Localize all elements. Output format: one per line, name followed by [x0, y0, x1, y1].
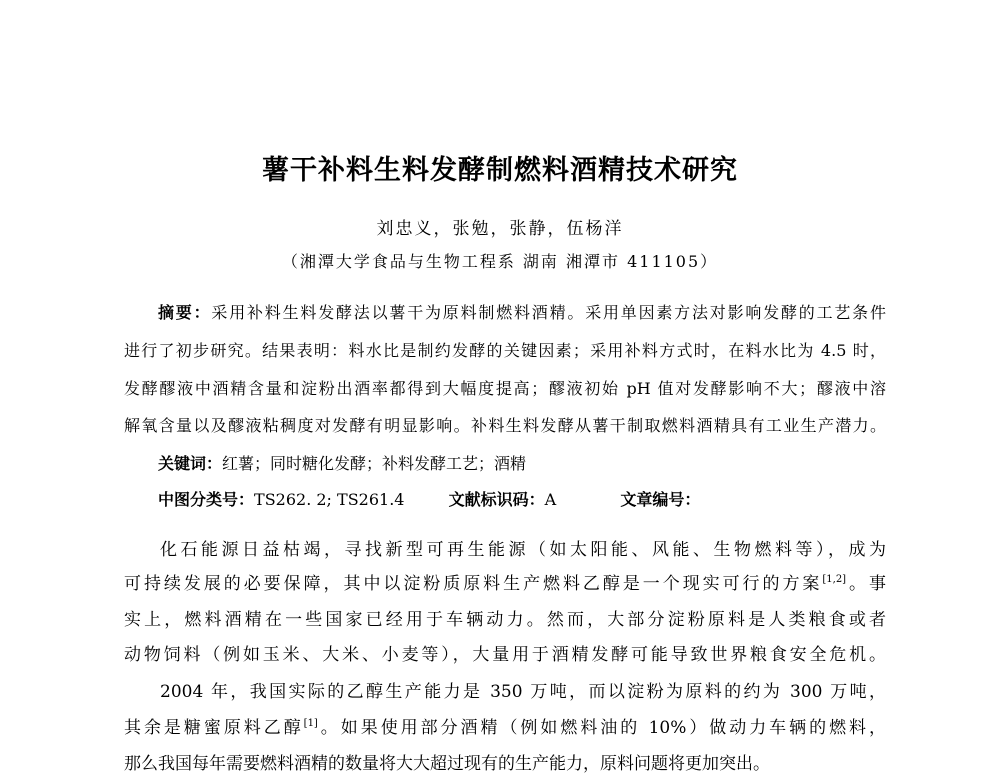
abstract-line-3: 发酵醪液中酒精含量和淀粉出酒率都得到大幅度提高；醪液初始 pH 值对发酵影响不大；醪液中溶: [124, 379, 886, 398]
body-paragraph-1-line-2: 可持续发展的必要保障，其中以淀粉质原料生产燃料乙醇是一个现实可行的方案[1,2]。事: [124, 574, 887, 594]
abstract-line-2: 进行了初步研究。结果表明：料水比是制约发酵的关键因素；采用补料方式时，在料水比为 4.5 时，: [124, 341, 886, 360]
author-list: 刘忠义，张勉，张静，伍杨洋: [376, 219, 624, 239]
keywords-line: [158, 453, 526, 475]
citation-ref: [1,2]: [822, 574, 847, 585]
classification-line: [158, 489, 700, 511]
abstract-label: 摘要：: [158, 303, 212, 322]
citation-ref: [1]: [303, 718, 318, 729]
body-paragraph-1-line-1: 化石能源日益枯竭，寻找新型可再生能源（如太阳能、风能、生物燃料等），成为: [160, 540, 886, 560]
body-paragraph-1-line-4: 动物饲料（例如玉米、大米、小麦等），大量用于酒精发酵可能导致世界粮食安全危机。: [124, 645, 886, 665]
body-paragraph-1-line-3: 实上，燃料酒精在一些国家已经用于车辆动力。然而，大部分淀粉原料是人类粮食或者: [124, 610, 886, 630]
doc-code-label: 文献标识码：: [448, 490, 545, 509]
body-paragraph-2-line-1: 2004 年，我国实际的乙醇生产能力是 350 万吨，而以淀粉为原料的约为 300 万吨，: [160, 682, 886, 702]
abstract-line-1: 摘要：采用补料生料发酵法以薯干为原料制燃料酒精。采用单因素方法对影响发酵的工艺条件: [158, 303, 886, 322]
affiliation: （湘潭大学食品与生物工程系 湖南 湘潭市 411105）: [281, 252, 719, 271]
abstract-line-4: 解氧含量以及醪液粘稠度对发酵有明显影响。补料生料发酵从薯干制取燃料酒精具有工业生产潜力。: [124, 416, 886, 435]
clc-label: 中图分类号：: [158, 490, 255, 509]
doc-code-value: A: [544, 490, 557, 509]
keywords-text: 红薯；同时糖化发酵；补料发酵工艺；酒精: [222, 454, 527, 473]
body-paragraph-2-line-3-partial: 那么我国每年需要燃料酒精的数量将大大超过现有的生产能力，原料问题将更加突出。: [124, 754, 770, 774]
article-no-label: 文章编号：: [620, 490, 701, 509]
paper-title: 薯干补料生料发酵制燃料酒精技术研究: [262, 155, 738, 186]
clc-value: TS262. 2; TS261.4: [254, 490, 405, 509]
keywords-label: 关键词：: [158, 454, 223, 473]
body-paragraph-2-line-2: 其余是糖蜜原料乙醇[1]。如果使用部分酒精（例如燃料油的 10%）做动力车辆的燃料，: [124, 718, 886, 738]
